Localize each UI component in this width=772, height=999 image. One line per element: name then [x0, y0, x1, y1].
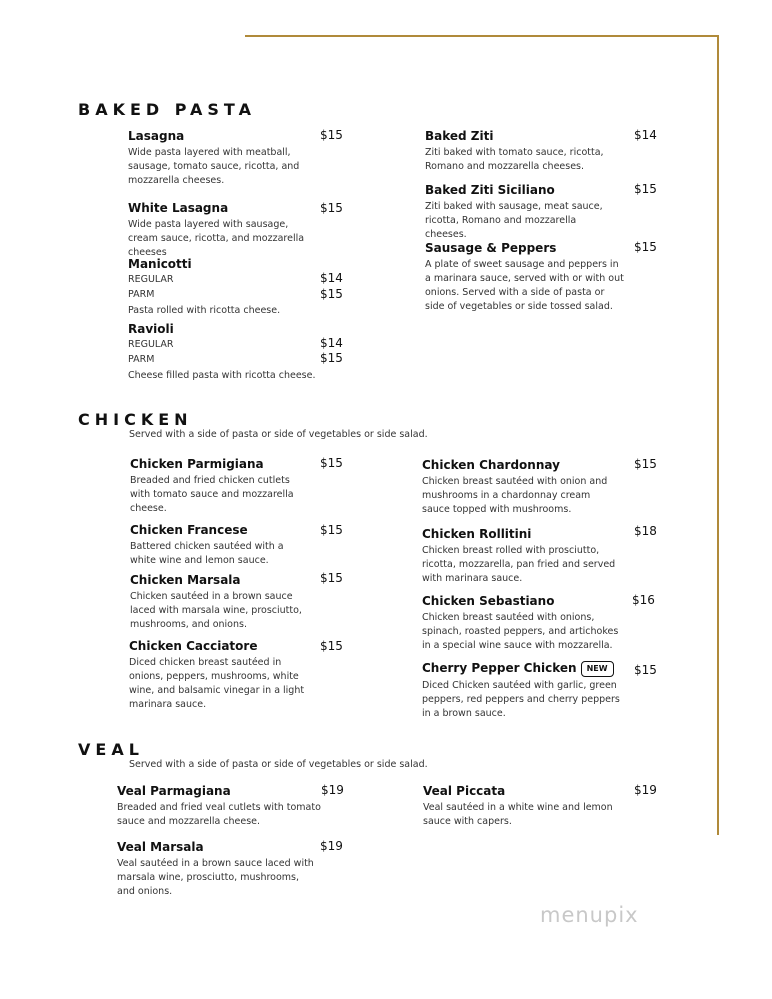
- item-description: Diced chicken breast sautéed in onions, peppers, mushrooms, white wine, and balsamic vinegar in a light marinara sauce.: [129, 657, 305, 710]
- option-label-parm: PARM: [128, 354, 155, 365]
- item-price-parm: $15: [320, 287, 343, 301]
- menu-item: [425, 128, 605, 174]
- gold-frame-right: [717, 35, 719, 835]
- item-name: Chicken Rollitini: [422, 527, 532, 541]
- item-price: $15: [320, 639, 343, 653]
- item-name: Lasagna: [128, 129, 185, 143]
- menu-item: [425, 240, 625, 314]
- item-name: Baked Ziti Siciliano: [425, 183, 555, 197]
- item-price: $14: [634, 128, 657, 142]
- item-name: Ravioli: [128, 322, 174, 336]
- item-name: Veal Parmagiana: [117, 784, 231, 798]
- item-price: $16: [632, 593, 655, 607]
- item-price-regular: $14: [320, 336, 343, 350]
- item-description: A plate of sweet sausage and peppers in a marinara sauce, served with or with out onions. Served with a side of pasta or side of vegetables or side tossed salad.: [425, 259, 624, 312]
- item-name-row: [422, 660, 622, 677]
- section-title-baked-pasta: BAKED PASTA: [78, 100, 256, 119]
- menu-item: [117, 839, 317, 899]
- item-name: Veal Piccata: [423, 784, 506, 798]
- new-badge: NEW: [581, 661, 614, 677]
- item-description: Breaded and fried chicken cutlets with tomato sauce and mozzarella cheese.: [130, 475, 294, 514]
- menu-item: [130, 456, 295, 516]
- item-name: Chicken Parmigiana: [130, 457, 264, 471]
- item-description: Diced Chicken sautéed with garlic, green peppers, red peppers and cherry peppers in a brown sauce.: [422, 680, 620, 719]
- item-name: Chicken Chardonnay: [422, 458, 560, 472]
- item-price: $15: [320, 456, 343, 470]
- item-description: Cheese filled pasta with ricotta cheese.: [128, 370, 316, 381]
- item-price-regular: $14: [320, 271, 343, 285]
- menu-item: [130, 572, 320, 632]
- menu-item: [128, 128, 303, 188]
- item-description: Chicken breast sautéed with onion and mushrooms in a chardonnay cream sauce topped with mushrooms.: [422, 476, 608, 515]
- item-price: $15: [320, 201, 343, 215]
- item-description: Ziti baked with sausage, meat sauce, ricotta, Romano and mozzarella cheeses.: [425, 201, 603, 240]
- menu-item: [130, 522, 310, 568]
- item-name: Chicken Sebastiano: [422, 594, 555, 608]
- item-price-parm: $15: [320, 351, 343, 365]
- item-price: $15: [320, 571, 343, 585]
- section-title-chicken: CHICKEN: [78, 410, 193, 429]
- menu-item: [128, 256, 348, 318]
- item-name: Baked Ziti: [425, 129, 494, 143]
- item-name: Chicken Marsala: [130, 573, 241, 587]
- menu-item: [425, 182, 620, 242]
- menu-item: [422, 660, 622, 721]
- item-description: Battered chicken sautéed with a white wine and lemon sauce.: [130, 541, 284, 566]
- item-price: $15: [320, 128, 343, 142]
- option-label-regular: REGULAR: [128, 339, 174, 350]
- item-description: Chicken breast sautéed with onions, spinach, roasted peppers, and artichokes in a special wine sauce with mozzarella.: [422, 612, 619, 651]
- item-description: Ziti baked with tomato sauce, ricotta, Romano and mozzarella cheeses.: [425, 147, 604, 172]
- item-price: $19: [634, 783, 657, 797]
- item-description: Veal sautéed in a brown sauce laced with marsala wine, prosciutto, mushrooms, and onions.: [117, 858, 314, 897]
- item-description: Chicken sautéed in a brown sauce laced with marsala wine, prosciutto, mushrooms, and onions.: [130, 591, 302, 630]
- item-description: Wide pasta layered with sausage, cream sauce, ricotta, and mozzarella cheeses: [128, 219, 305, 258]
- item-price: $15: [634, 182, 657, 196]
- item-price: $15: [634, 457, 657, 471]
- menu-item: [422, 593, 622, 653]
- item-name: Chicken Francese: [130, 523, 248, 537]
- item-description: Pasta rolled with ricotta cheese.: [128, 305, 281, 316]
- item-name: Veal Marsala: [117, 840, 204, 854]
- watermark: menupix: [540, 903, 639, 927]
- item-description: Wide pasta layered with meatball, sausage, tomato sauce, ricotta, and mozzarella cheeses.: [128, 147, 300, 186]
- option-label-parm: PARM: [128, 289, 155, 300]
- item-price: $15: [634, 663, 657, 677]
- option-label-regular: REGULAR: [128, 274, 174, 285]
- section-note-veal: Served with a side of pasta or side of vegetables or side salad.: [129, 759, 428, 770]
- menu-item: [422, 526, 632, 586]
- menu-item: [423, 783, 618, 829]
- menu-item: [422, 457, 617, 517]
- item-name: Manicotti: [128, 257, 192, 271]
- item-name: Chicken Cacciatore: [129, 639, 258, 653]
- item-description: Breaded and fried veal cutlets with tomato sauce and mozzarella cheese.: [117, 802, 321, 827]
- section-title-veal: VEAL: [78, 740, 144, 759]
- item-price: $19: [320, 839, 343, 853]
- item-description: Veal sautéed in a white wine and lemon sauce with capers.: [423, 802, 613, 827]
- item-description: Chicken breast rolled with prosciutto, ricotta, mozzarella, pan fried and served with marinara sauce.: [422, 545, 616, 584]
- item-price: $15: [320, 523, 343, 537]
- menu-item: [117, 783, 322, 829]
- section-note-chicken: Served with a side of pasta or side of vegetables or side salad.: [129, 429, 428, 440]
- item-price: $18: [634, 524, 657, 538]
- item-name: Cherry Pepper Chicken: [422, 661, 577, 675]
- gold-frame-top: [245, 35, 719, 37]
- item-name: White Lasagna: [128, 201, 229, 215]
- menu-item: [128, 200, 318, 260]
- menu-item: [129, 638, 314, 712]
- menu-item: [128, 321, 348, 383]
- item-price: $19: [321, 783, 344, 797]
- item-name: Sausage & Peppers: [425, 241, 557, 255]
- item-price: $15: [634, 240, 657, 254]
